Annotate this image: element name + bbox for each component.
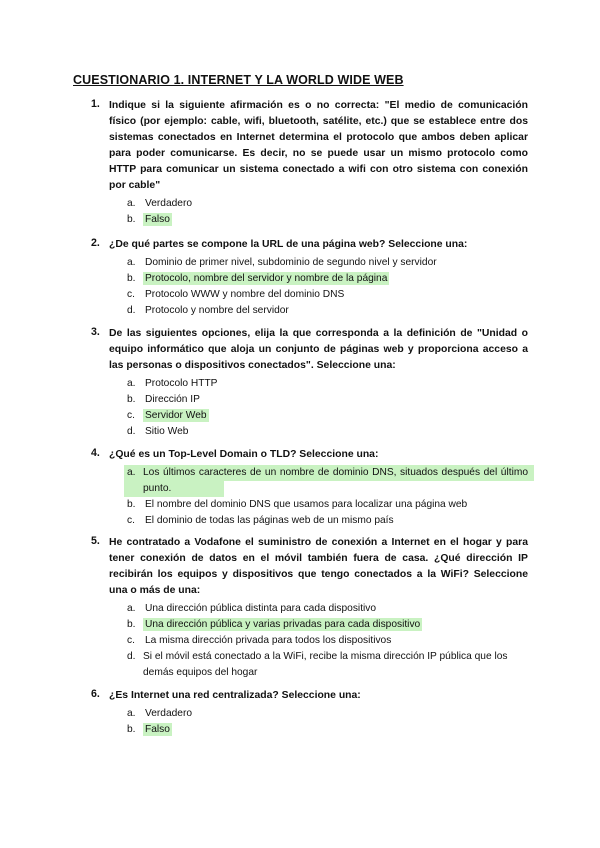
option-letter: c. — [127, 410, 135, 421]
question-number: 4. — [91, 447, 100, 459]
option-3b — [91, 392, 528, 408]
option-text: Si el móvil está conectado a la WiFi, recibe la misma dirección IP pública que los demás equipos del hogar — [143, 651, 508, 678]
option-5d — [91, 649, 528, 681]
question-text: ¿Es Internet una red centralizada? Seleccione una: — [109, 690, 361, 701]
option-text: Sitio Web — [145, 426, 189, 437]
question-number: 1. — [91, 98, 100, 110]
option-4b — [91, 497, 528, 513]
option-text-highlighted: Servidor Web — [145, 410, 207, 421]
option-6a — [91, 706, 528, 722]
option-text: Una dirección pública distinta para cada dispositivo — [145, 603, 377, 614]
option-text: Dirección IP — [145, 394, 200, 405]
question-2 — [91, 237, 528, 319]
option-4c — [91, 513, 528, 529]
question-number: 5. — [91, 535, 100, 547]
question-4 — [91, 447, 528, 529]
option-5c — [91, 633, 528, 649]
option-3d — [91, 424, 528, 440]
option-5a — [91, 601, 528, 617]
option-2d — [91, 303, 528, 319]
option-letter: d. — [127, 426, 136, 437]
option-1a — [91, 196, 528, 212]
option-text-highlighted: Falso — [145, 214, 170, 225]
option-letter: a. — [127, 708, 136, 719]
document-title: CUESTIONARIO 1. INTERNET Y LA WORLD WIDE WEB — [73, 73, 404, 87]
option-text: Protocolo WWW y nombre del dominio DNS — [145, 289, 345, 300]
question-3 — [91, 326, 528, 440]
option-text-highlighted: Una dirección pública y varias privadas para cada dispositivo — [145, 619, 421, 630]
option-letter: b. — [127, 619, 136, 630]
option-3a — [91, 376, 528, 392]
question-5 — [91, 535, 528, 681]
option-letter: a. — [127, 198, 136, 209]
question-number: 6. — [91, 688, 100, 700]
option-letter: d. — [127, 651, 136, 662]
option-5b-correct — [91, 617, 528, 633]
question-text: ¿Qué es un Top-Level Domain o TLD? Seleccione una: — [109, 449, 379, 460]
option-2a — [91, 255, 528, 271]
option-letter: c. — [127, 635, 135, 646]
option-letter: b. — [127, 724, 136, 735]
option-letter: a. — [127, 467, 136, 478]
option-letter: a. — [127, 257, 136, 268]
question-text: ¿De qué partes se compone la URL de una página web? Seleccione una: — [109, 239, 468, 250]
option-letter: b. — [127, 499, 136, 510]
option-text: Protocolo HTTP — [145, 378, 218, 389]
question-1 — [91, 98, 528, 228]
option-letter: b. — [127, 273, 136, 284]
option-3c-correct — [91, 408, 528, 424]
question-6 — [91, 688, 528, 738]
option-4a-correct — [91, 465, 528, 497]
option-text-highlighted: Los últimos caracteres de un nombre de dominio DNS, situados después del último punto. — [143, 467, 528, 494]
option-text: Verdadero — [145, 198, 193, 209]
option-text: Protocolo y nombre del servidor — [145, 305, 289, 316]
question-number: 2. — [91, 237, 100, 249]
option-letter: c. — [127, 289, 135, 300]
question-number: 3. — [91, 326, 100, 338]
question-text: Indique si la siguiente afirmación es o no correcta: "El medio de comunicación físico (por ejemplo: cable, wifi, bluetooth, satélite, etc.) que se establece entre dos sistemas conectados en Internet determina el protocolo que ambos deben aplicar para poder comunicarse. Es decir, no se puede usar un mismo protocolo como HTTP para comunicar un sistema conectado a wifi con otro sistema con conexión por cable" — [109, 100, 528, 191]
option-text: Verdadero — [145, 708, 193, 719]
option-2b-correct — [91, 271, 528, 287]
option-text: El nombre del dominio DNS que usamos para localizar una página web — [145, 499, 468, 510]
option-6b-correct — [91, 722, 528, 738]
option-letter: b. — [127, 214, 136, 225]
option-text-highlighted: Falso — [145, 724, 170, 735]
option-1b-correct — [91, 212, 528, 228]
option-text: El dominio de todas las páginas web de un mismo país — [145, 515, 394, 526]
option-letter: a. — [127, 603, 136, 614]
option-2c — [91, 287, 528, 303]
question-text: He contratado a Vodafone el suministro de conexión a Internet en el hogar y para tener conexión de datos en el móvil también fuera de casa. ¿Qué dirección IP recibirán los equipos y dispositivos que tengo conectados a la WiFi? Seleccione una o más de una: — [109, 537, 528, 596]
question-text: De las siguientes opciones, elija la que corresponda a la definición de "Unidad o equipo informático que aloja un conjunto de páginas web y proporciona acceso a las personas o dispositivos conectados". Seleccione una: — [109, 328, 528, 371]
option-text: La misma dirección privada para todos los dispositivos — [145, 635, 392, 646]
option-letter: c. — [127, 515, 135, 526]
option-letter: b. — [127, 394, 136, 405]
option-text: Dominio de primer nivel, subdominio de segundo nivel y servidor — [145, 257, 437, 268]
option-text-highlighted: Protocolo, nombre del servidor y nombre de la página — [145, 273, 388, 284]
option-letter: a. — [127, 378, 136, 389]
option-letter: d. — [127, 305, 136, 316]
